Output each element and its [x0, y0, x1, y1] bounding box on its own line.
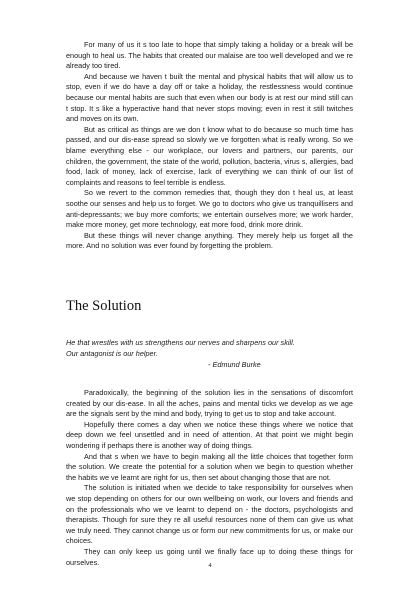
page-number: 4: [208, 562, 212, 569]
body-text-top: [66, 40, 353, 252]
epigraph: [66, 338, 353, 371]
paragraph: And that s when we have to begin making all the little choices that together form the solution. We create the potential for a solution when we begin to question whether the habits we ve learnt are right for us, then set about changing those that are not.: [66, 451, 353, 482]
paragraph: Hopefully there comes a day when we notice these things where we notice that deep down we feel unsettled and in need of attention. At that point we might begin wondering if perhaps there is another way of doing things.: [66, 419, 353, 450]
section-title: The Solution: [66, 298, 142, 314]
paragraph: Paradoxically, the beginning of the solution lies in the sensations of discomfort created by our dis-ease. In all the aches, pains and mental ticks we develop as we age are the signals sent by the mind and body, trying to get us to stop and take account.: [66, 388, 353, 419]
paragraph: So we revert to the common remedies that, though they don t heal us, at least soothe our senses and help us to forget. We go to doctors who give us tranquillisers and anti-depressants; we buy more comforts; we entertain ourselves more; we work harder, make more money, get more technology, eat more food, drink more drink.: [66, 188, 353, 230]
paragraph: For many of us it s too late to hope that simply taking a holiday or a break will be enough to heal us. The habits that created our malaise are too well developed and we re already too tired.: [66, 40, 353, 71]
paragraph: And because we haven t built the mental and physical habits that will allow us to stop, even if we do have a day off or take a holiday, the restlessness would continue because our mental habits are such that even when our body is at rest our mind still can t stop. It s like a hyperactive hand that never stops moving; even in rest it still twitches and moves on its own.: [66, 71, 353, 124]
epigraph-line: He that wrestles with us strengthens our nerves and sharpens our skill.: [66, 338, 295, 347]
paragraph: But as critical as things are we don t know what to do because so much time has passed, and our dis-ease spread so slowly we ve forgotten what is really wrong. So we blame everything else - our workplace, our lovers and partners, our parents, our children, the government, the state of the world, pollution, bacteria, virus s, allergies, bad food, lack of money, lack of exercise, lack of everything we can think of our list of complaints and reasons to feel terrible is endless.: [66, 124, 353, 187]
paragraph: But these things will never change anything. They merely help us forget all the more. And no solution was ever found by forgetting the problem.: [66, 230, 353, 251]
paragraph: The solution is initiated when we decide to take responsibility for ourselves when we stop depending on others for our own wellbeing on work, our lovers and friends and on the professionals who we ve learnt to depend on - the doctors, psychologists and therapists. Though for sure they re all useful resources none of them can give us what we truly need. They cannot change us or form our new commitments for us, or make our choices.: [66, 483, 353, 546]
body-text-bottom: [66, 388, 353, 568]
epigraph-line: Our antagonist is our helper.: [66, 348, 158, 358]
paragraph: They can only keep us going until we finally face up to doing these things for ourselves.: [66, 546, 353, 567]
epigraph-attribution: - Edmund Burke: [208, 360, 261, 370]
